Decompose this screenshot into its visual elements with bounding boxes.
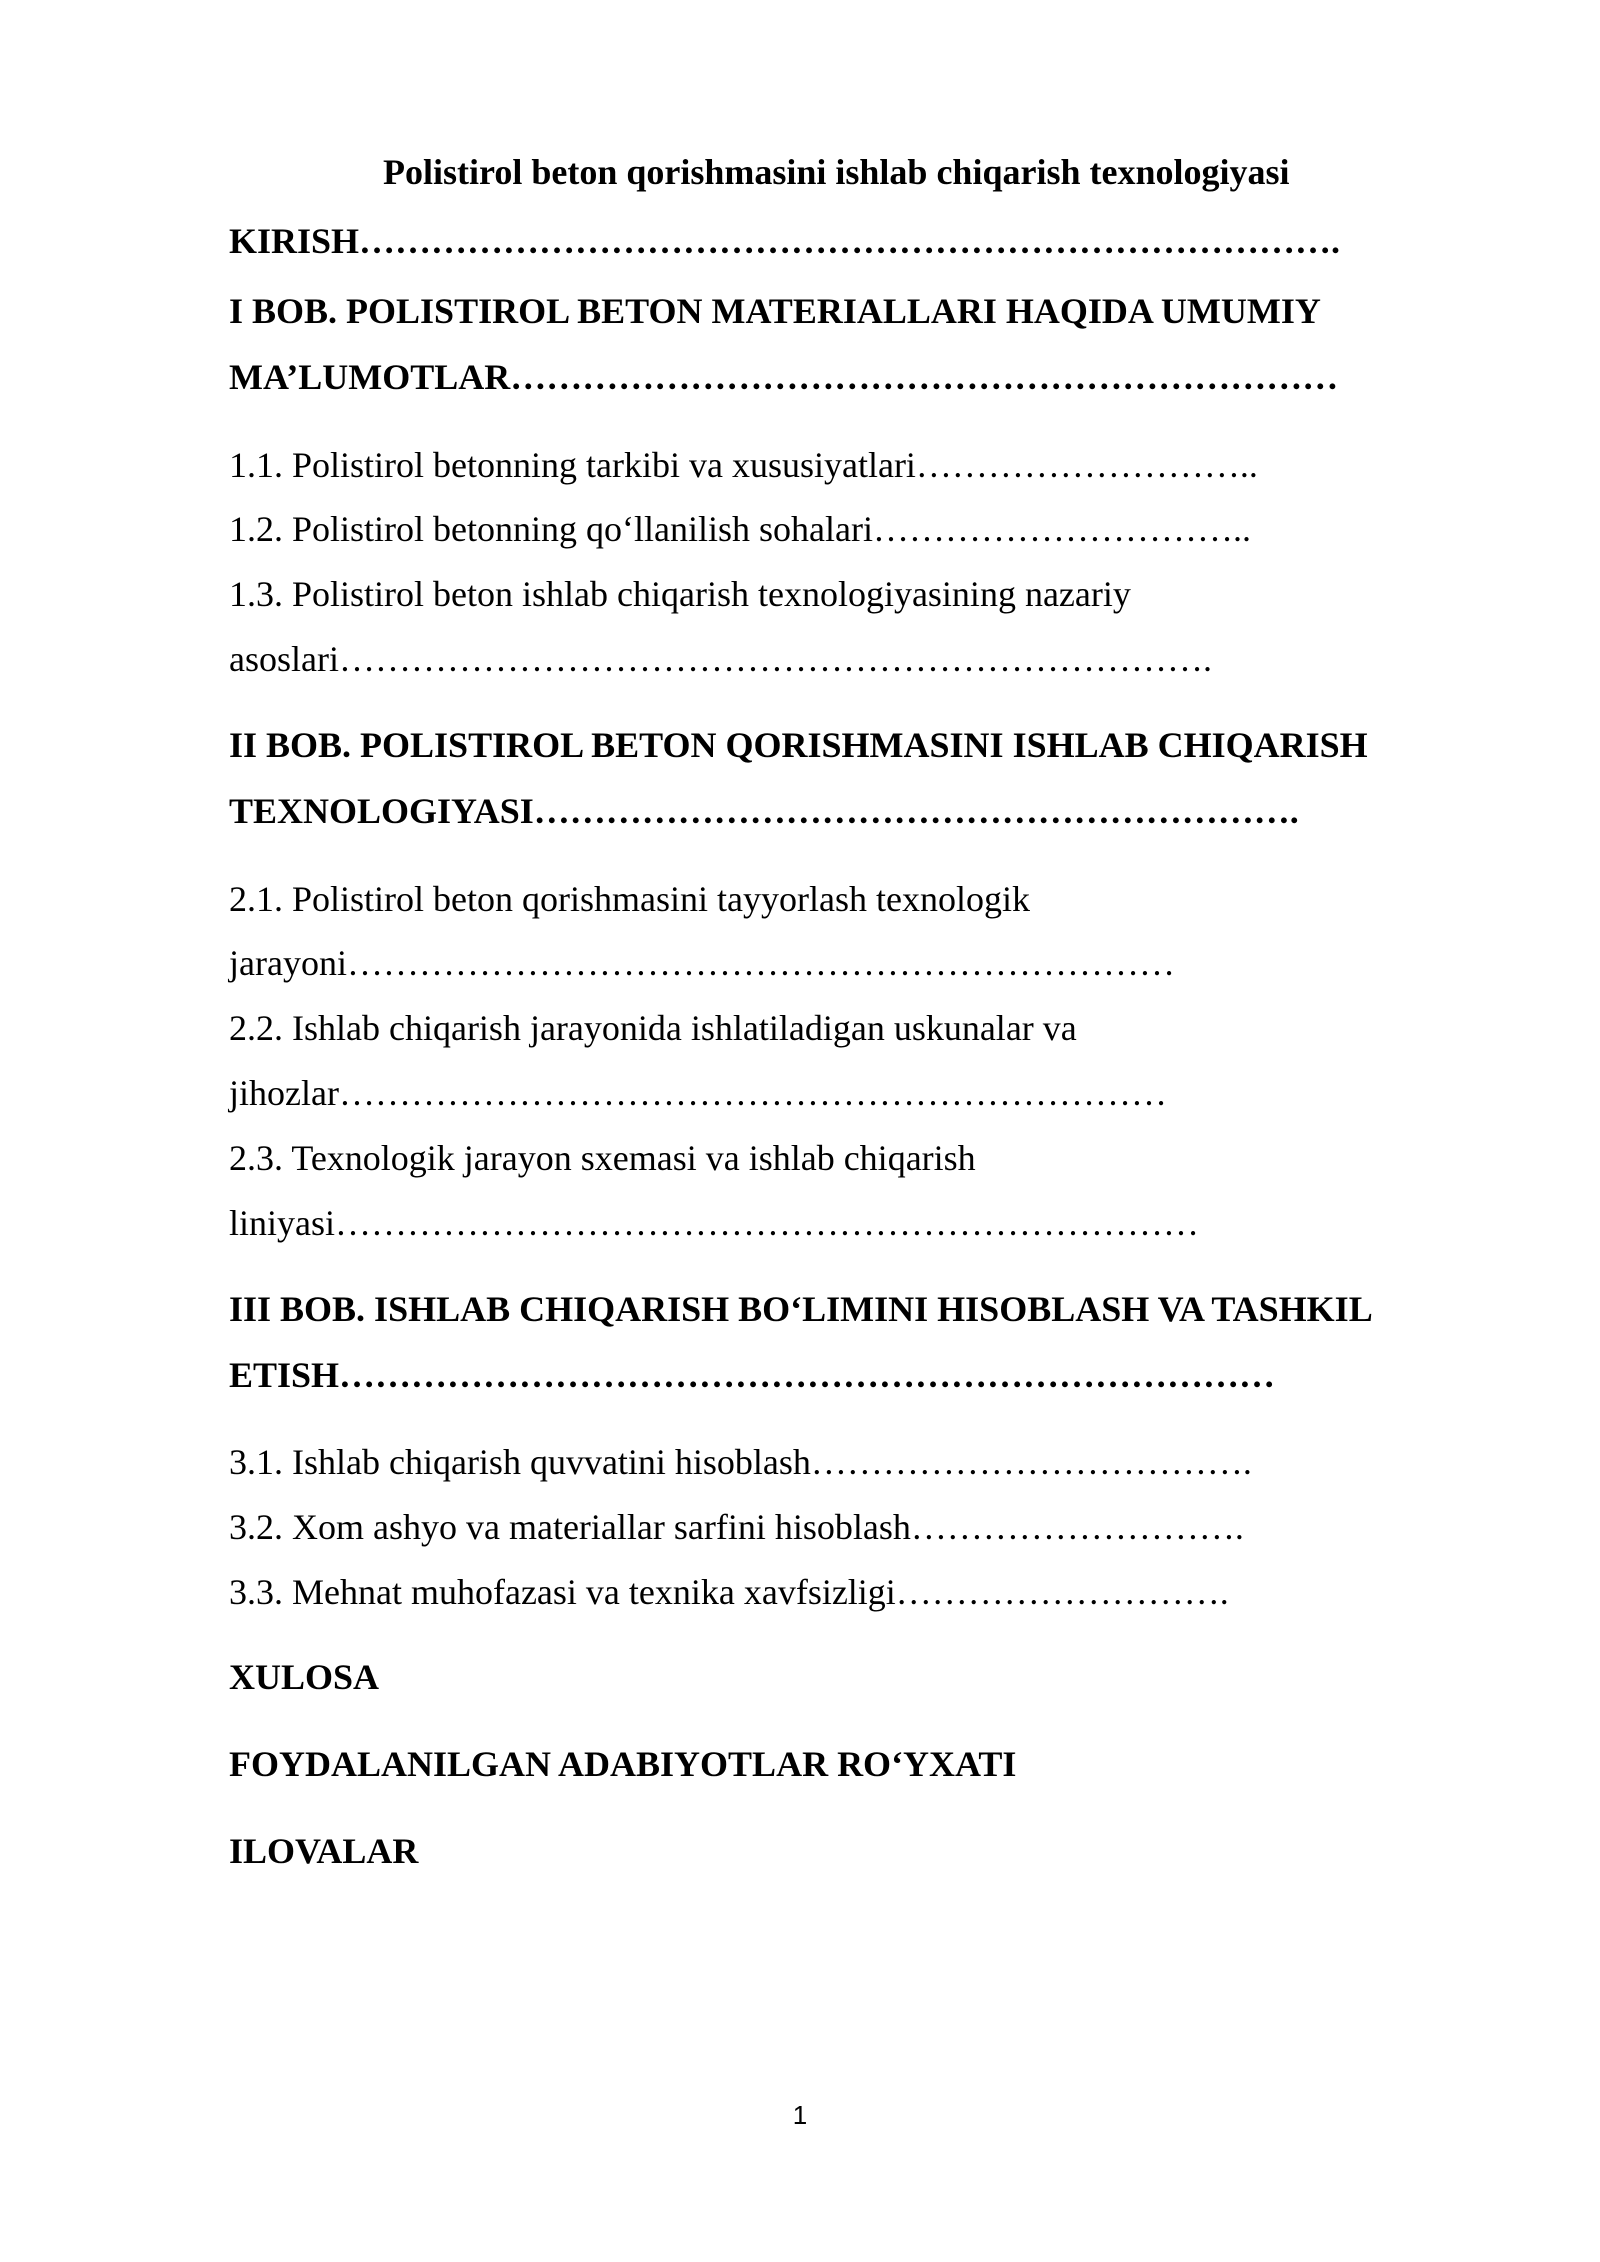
- toc-chapter-2-line-1: II BOB. POLISTIROL BETON QORISHMASINI ISHLAB CHIQARISH: [229, 725, 1368, 765]
- toc-appendices: ILOVALAR: [229, 1831, 419, 1871]
- toc-section-2-2-line-1: 2.2. Ishlab chiqarish jarayonida ishlatiladigan uskunalar va: [229, 1008, 1077, 1048]
- toc-references: FOYDALANILGAN ADABIYOTLAR RO‘YXATI: [229, 1744, 1017, 1784]
- toc-conclusion: XULOSA: [229, 1657, 380, 1697]
- toc-section-2-1-line-1: 2.1. Polistirol beton qorishmasini tayyorlash texnologik: [229, 879, 1030, 919]
- toc-chapter-3-line-1: III BOB. ISHLAB CHIQARISH BO‘LIMINI HISOBLASH VA TASHKIL: [229, 1289, 1373, 1329]
- toc-section-2-2-line-2: jihozlar……………………………………………………………: [229, 1073, 1167, 1113]
- toc-section-2-3-line-2: liniyasi………………………………………………………………: [229, 1203, 1199, 1243]
- toc-intro: KIRISH……………………………………………………………………….: [229, 221, 1341, 261]
- toc-section-1-3-line-1: 1.3. Polistirol beton ishlab chiqarish texnologiyasining nazariy: [229, 574, 1131, 614]
- page-number: 1: [792, 2100, 808, 2130]
- toc-section-3-2: 3.2. Xom ashyo va materiallar sarfini hisoblash……………………….: [229, 1507, 1244, 1547]
- document-title: Polistirol beton qorishmasini ishlab chiqarish texnologiyasi: [383, 152, 1290, 192]
- toc-section-1-1: 1.1. Polistirol betonning tarkibi va xususiyatlari………………………..: [229, 445, 1258, 485]
- toc-chapter-2-line-2: TEXNOLOGIYASI……………………………………………………….: [229, 791, 1299, 831]
- toc-chapter-1-line-1: I BOB. POLISTIROL BETON MATERIALLARI HAQIDA UMUMIY: [229, 291, 1321, 331]
- toc-section-1-3-line-2: asoslari……………………………………………………………….: [229, 639, 1212, 679]
- toc-section-2-3-line-1: 2.3. Texnologik jarayon sxemasi va ishlab chiqarish: [229, 1138, 976, 1178]
- toc-section-3-1: 3.1. Ishlab chiqarish quvvatini hisoblash……………………………….: [229, 1442, 1252, 1482]
- toc-section-3-3: 3.3. Mehnat muhofazasi va texnika xavfsizligi……………………….: [229, 1572, 1229, 1612]
- toc-chapter-3-line-2: ETISH……………………………………………………………………: [229, 1355, 1276, 1395]
- toc-section-1-2: 1.2. Polistirol betonning qo‘llanilish sohalari…………………………..: [229, 509, 1251, 549]
- toc-chapter-1-line-2: MA’LUMOTLAR……………………………………………………………: [229, 357, 1339, 397]
- toc-section-2-1-line-2: jarayoni……………………………………………………………: [229, 943, 1175, 983]
